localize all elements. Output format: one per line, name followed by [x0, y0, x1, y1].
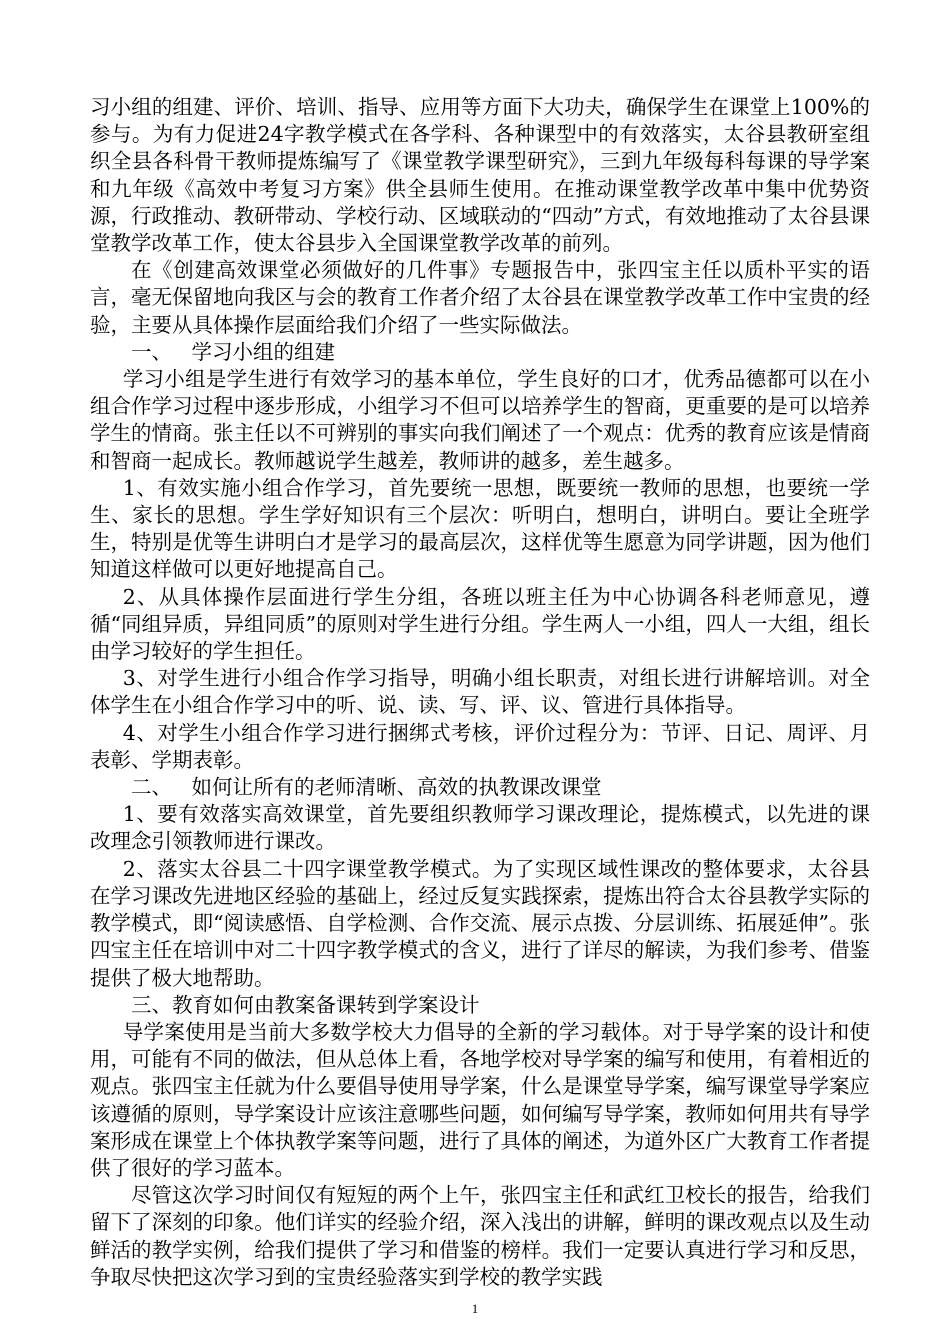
- list-item-6: 2、落实太谷县二十四字课堂教学模式。为了实现区域性课改的整体要求，太谷县在学习课改先进地区经验的基础上，经过反复实践探索，提炼出符合太谷县教学实际的教学模式，即“阅读感悟、自学检测、合作交流、展示点拨、分层训练、拓展延伸”。张四宝主任在培训中对二十四字教学模式的含义，进行了详尽的解读，为我们参考、借鉴提供了极大地帮助。: [90, 856, 870, 990]
- paragraph-guided-learning: 导学案使用是当前大多数学校大力倡导的全新的学习载体。对于导学案的设计和使用，可能有不同的做法，但从总体上看，各地学校对导学案的编写和使用，有着相近的观点。张四宝主任就为什么要倡导使用导学案，什么是课堂导学案，编写课堂导学案应该遵循的原则，导学案设计应该注意哪些问题，如何编写导学案，教师如何用共有导学案形成在课堂上个体执教学案等问题，进行了具体的阐述，为道外区广大教育工作者提供了很好的学习蓝本。: [90, 1019, 870, 1180]
- paragraph-intro-continued: 习小组的组建、评价、培训、指导、应用等方面下大功夫，确保学生在课堂上100%的参与。为有力促进24字教学模式在各学科、各种课型中的有效落实，太谷县教研室组织全县各科骨干教师提炼编写了《课堂教学课型研究》，三到九年级每科每课的导学案和九年级《高效中考复习方案》供全县师生使用。在推动课堂教学改革中集中优势资源，行政推动、教研带动、学校行动、区域联动的“四动”方式，有效地推动了太谷县课堂教学改革工作，使太谷县步入全国课堂教学改革的前列。: [90, 95, 870, 256]
- section-heading-1: 一、 学习小组的组建: [131, 339, 336, 364]
- section-heading-2: 二、 如何让所有的老师清晰、高效的执教课改课堂: [131, 775, 602, 800]
- page-number: 1: [471, 1301, 479, 1316]
- section-heading-3: 三、教育如何由教案备课转到学案设计: [131, 992, 480, 1017]
- list-item-4: 4、对学生小组合作学习进行捆绑式考核，评价过程分为：节评、日记、周评、月表彰、学期表彰。: [90, 720, 870, 772]
- list-item-5: 1、要有效落实高效课堂，首先要组织教师学习课改理论，提炼模式，以先进的课改理念引领教师进行课改。: [90, 802, 870, 854]
- paragraph-report-summary: 在《创建高效课堂必须做好的几件事》专题报告中，张四宝主任以质朴平实的语言，毫无保留地向我区与会的教育工作者介绍了太谷县在课堂教学改革工作中宝贵的经验，主要从具体操作层面给我们介绍了一些实际做法。: [90, 258, 870, 337]
- paragraph-study-group: 学习小组是学生进行有效学习的基本单位，学生良好的口才，优秀品德都可以在小组合作学习过程中逐步形成，小组学习不但可以培养学生的智商，更重要的是可以培养学生的情商。张主任以不可辨别的事实向我们阐述了一个观点：优秀的教育应该是情商和智商一起成长。教师越说学生越差，教师讲的越多，差生越多。: [90, 367, 870, 473]
- document-body: [90, 94, 870, 1291]
- list-item-3: 3、对学生进行小组合作学习指导，明确小组长职责，对组长进行讲解培训。对全体学生在小组合作学习中的听、说、读、写、评、议、管进行具体指导。: [90, 666, 870, 718]
- list-item-1: 1、有效实施小组合作学习，首先要统一思想，既要统一教师的思想，也要统一学生、家长的思想。学生学好知识有三个层次：听明白，想明白，讲明白。要让全班学生，特别是优等生讲明白才是学习的最高层次，这样优等生愿意为同学讲题，因为他们知道这样做可以更好地提高自己。: [90, 475, 870, 582]
- list-item-2: 2、从具体操作层面进行学生分组，各班以班主任为中心协调各科老师意见，遵循“同组异质，异组同质”的原则对学生进行分组。学生两人一小组，四人一大组，组长由学习较好的学生担任。: [90, 584, 870, 664]
- paragraph-conclusion: 尽管这次学习时间仅有短短的两个上午，张四宝主任和武红卫校长的报告，给我们留下了深刻的印象。他们详实的经验介绍，深入浅出的讲解，鲜明的课改观点以及生动鲜活的教学实例，给我们提供了学习和借鉴的榜样。我们一定要认真进行学习和反思，争取尽快把这次学习到的宝贵经验落实到学校的教学实践: [90, 1183, 870, 1289]
